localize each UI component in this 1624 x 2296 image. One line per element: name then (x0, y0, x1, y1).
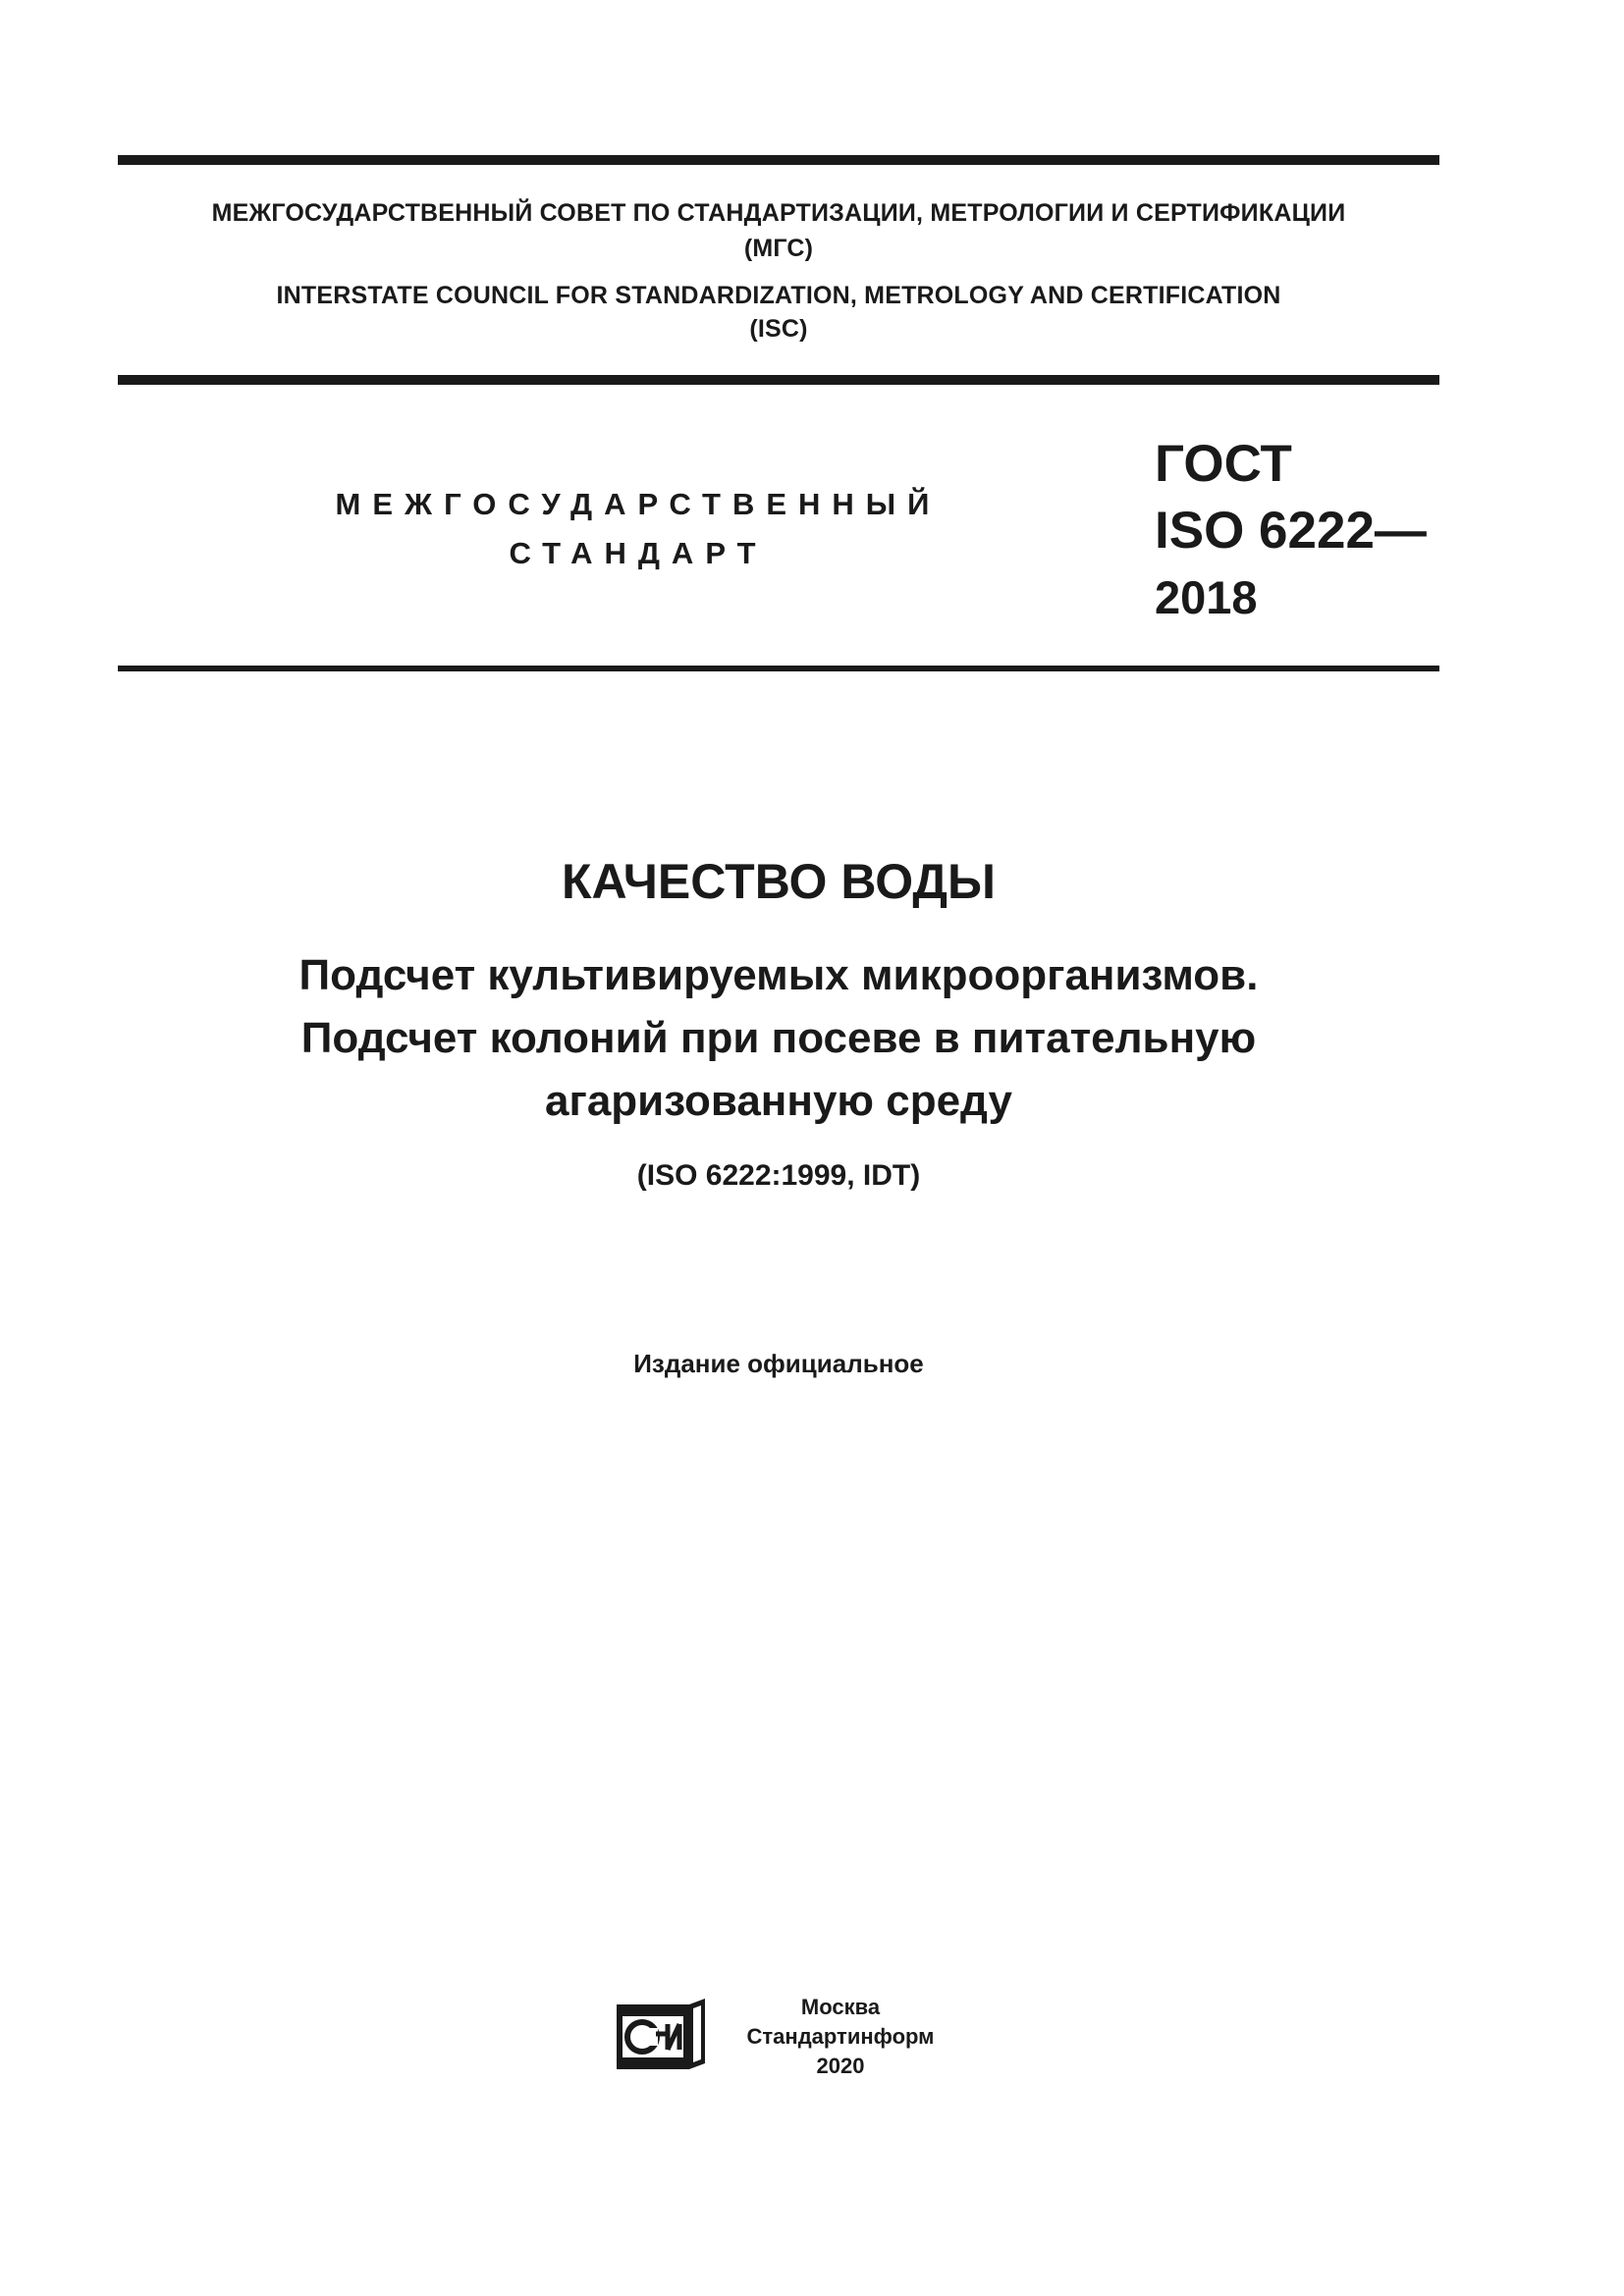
standard-kind-line1: МЕЖГОСУДАРСТВЕННЫЙ (335, 487, 942, 521)
document-title: КАЧЕСТВО ВОДЫ (561, 854, 997, 909)
document-subtitle-line1: Подсчет культивируемых микроорганизмов. (298, 951, 1259, 999)
imprint-city: Москва (800, 1995, 881, 2019)
council-name-en: INTERSTATE COUNCIL FOR STANDARDIZATION, METROLOGY AND CERTIFICATION (276, 282, 1281, 309)
standartinform-logo-icon (615, 1999, 709, 2073)
gost-designation-line2: ISO 6222— (1155, 502, 1427, 560)
standard-kind-line2: СТАНДАРТ (509, 536, 768, 570)
header-bottom-rule (118, 375, 1439, 385)
edition-note: Издание официальное (633, 1349, 924, 1378)
council-abbr-ru: (МГС) (743, 235, 814, 262)
gost-designation-year: 2018 (1155, 571, 1258, 623)
imprint-year: 2020 (816, 2054, 865, 2078)
document-subtitle-line3: агаризованную среду (545, 1077, 1012, 1125)
imprint-publisher: Стандартинформ (746, 2024, 935, 2049)
designation-bottom-rule (118, 666, 1439, 671)
gost-designation-line1: ГОСТ (1155, 435, 1292, 493)
document-subtitle-line2: Подсчет колоний при посеве в питательную (300, 1014, 1257, 1062)
council-name-ru: МЕЖГОСУДАРСТВЕННЫЙ СОВЕТ ПО СТАНДАРТИЗАЦИИ, МЕТРОЛОГИИ И СЕРТИФИКАЦИИ (211, 199, 1346, 227)
council-abbr-en: (ISC) (749, 315, 808, 343)
top-rule (118, 155, 1439, 165)
iso-reference: (ISO 6222:1999, IDT) (636, 1159, 921, 1192)
